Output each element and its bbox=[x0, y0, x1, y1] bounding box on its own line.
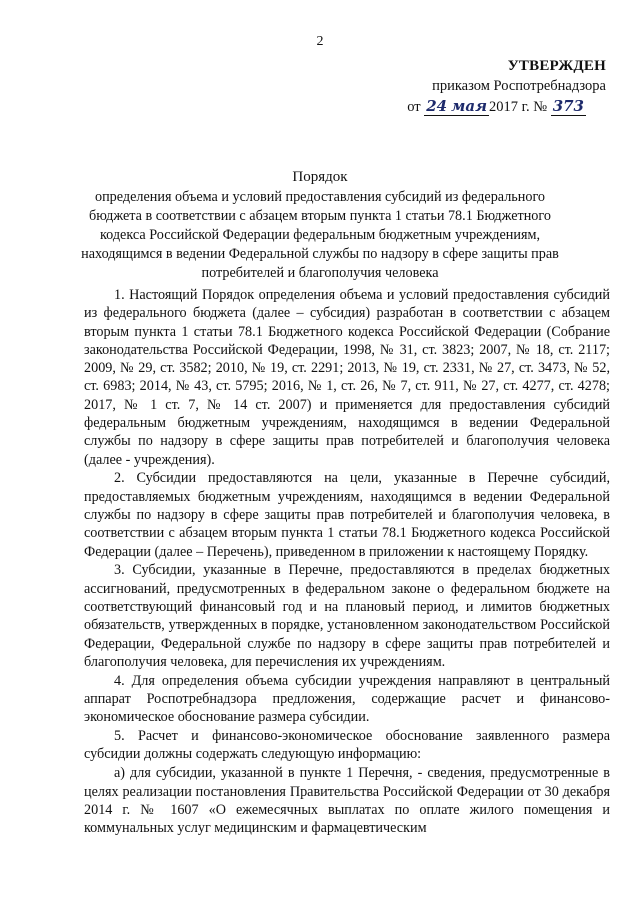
approval-heading: УТВЕРЖДЕН bbox=[507, 58, 606, 74]
handwritten-day: 24 bbox=[426, 97, 448, 115]
title-name: Порядок bbox=[292, 169, 348, 185]
paragraph: а) для субсидии, указанной в пункте 1 Перечня, - сведения, предусмотренные в целях реализации постановления Правительства Российской Федерации от 30 декабря 2014 г. № 1607 «О ежемесячных выплатах по оплате жилого помещения и коммунальных услуг медицинским и фармацевтическим bbox=[84, 765, 610, 837]
paragraph: 4. Для определения объема субсидии учреждения направляют в центральный аппарат Роспотребнадзора предложения, содержащие расчет и финансово-экономическое обоснование размера субсидии. bbox=[84, 672, 610, 726]
paragraph: 5. Расчет и финансово-экономическое обоснование заявленного размера субсидии должны содержать следующую информацию: bbox=[84, 728, 610, 763]
title-description: определения объема и условий предоставления субсидий из федерального бюджета в соответствии с абзацем вторым пункта 1 статьи 78.1 Бюджетного кодекса Российской Федерации федеральным бюджетным учреждениям, находящимся в ведении Федеральной службы по надзору в сфере защиты прав потребителей и благополучия человека bbox=[81, 189, 559, 281]
document-body bbox=[84, 286, 610, 837]
handwritten-number: 373 bbox=[552, 97, 584, 115]
paragraph: 2. Субсидии предоставляются на цели, указанные в Перечне субсидий, предоставляемых бюджетным учреждениям, находящимся в ведении Федеральной службы по надзору в сфере защиты прав потребителей и благополучия человека, в соответствии с абзацем вторым пункта 1 статьи 78.1 Бюджетного кодекса Российской Федерации (далее – Перечень), приведенном в приложении к настоящему Порядку. bbox=[84, 470, 610, 560]
approval-order-line: приказом Роспотребнадзора bbox=[432, 78, 606, 94]
document-title bbox=[80, 168, 560, 283]
page-number: 2 bbox=[316, 34, 324, 49]
approval-date-line bbox=[376, 96, 586, 117]
paragraph: 3. Субсидии, указанные в Перечне, предоставляются в пределах бюджетных ассигнований, предусмотренных в федеральном законе о федеральном бюджете на соответствующий финансовый год и на плановый период, и лимитов бюджетных обязательств, утвержденных в порядке, установленном законодательством Российской Федерации, Федеральной службе по надзору в сфере защиты прав потребителей и благополучия человека, для перечисления их учреждениям. bbox=[84, 562, 610, 670]
approval-stamp bbox=[396, 56, 606, 117]
paragraph: 1. Настоящий Порядок определения объема и условий предоставления субсидий из федерального бюджета (далее – субсидия) разработан в соответствии с абзацем вторым пункта 1 статьи 78.1 Бюджетного кодекса Российской Федерации (Собрание законодательства Российской Федерации, 1998, № 31, ст. 3823; 2007, № 18, ст. 2117; 2009, № 29, ст. 3582; 2010, № 19, ст. 2291; 2013, № 19, ст. 2331, № 27, ст. 3473, № 52, ст. 6983; 2014, № 43, ст. 5795; 2016, № 1, ст. 26, № 7, ст. 911, № 27, ст. 4277, ст. 4278; 2017, № 1 ст. 7, № 14 ст. 2007) и применяется для предоставления субсидий федеральным бюджетным учреждениям, находящимся в ведении Федеральной службы по надзору в сфере защиты прав потребителей и благополучия человека (далее - учреждения). bbox=[84, 287, 610, 468]
handwritten-month: мая bbox=[451, 97, 488, 115]
date-prefix: от bbox=[407, 99, 421, 115]
year-text: 2017 г. № bbox=[489, 99, 548, 115]
